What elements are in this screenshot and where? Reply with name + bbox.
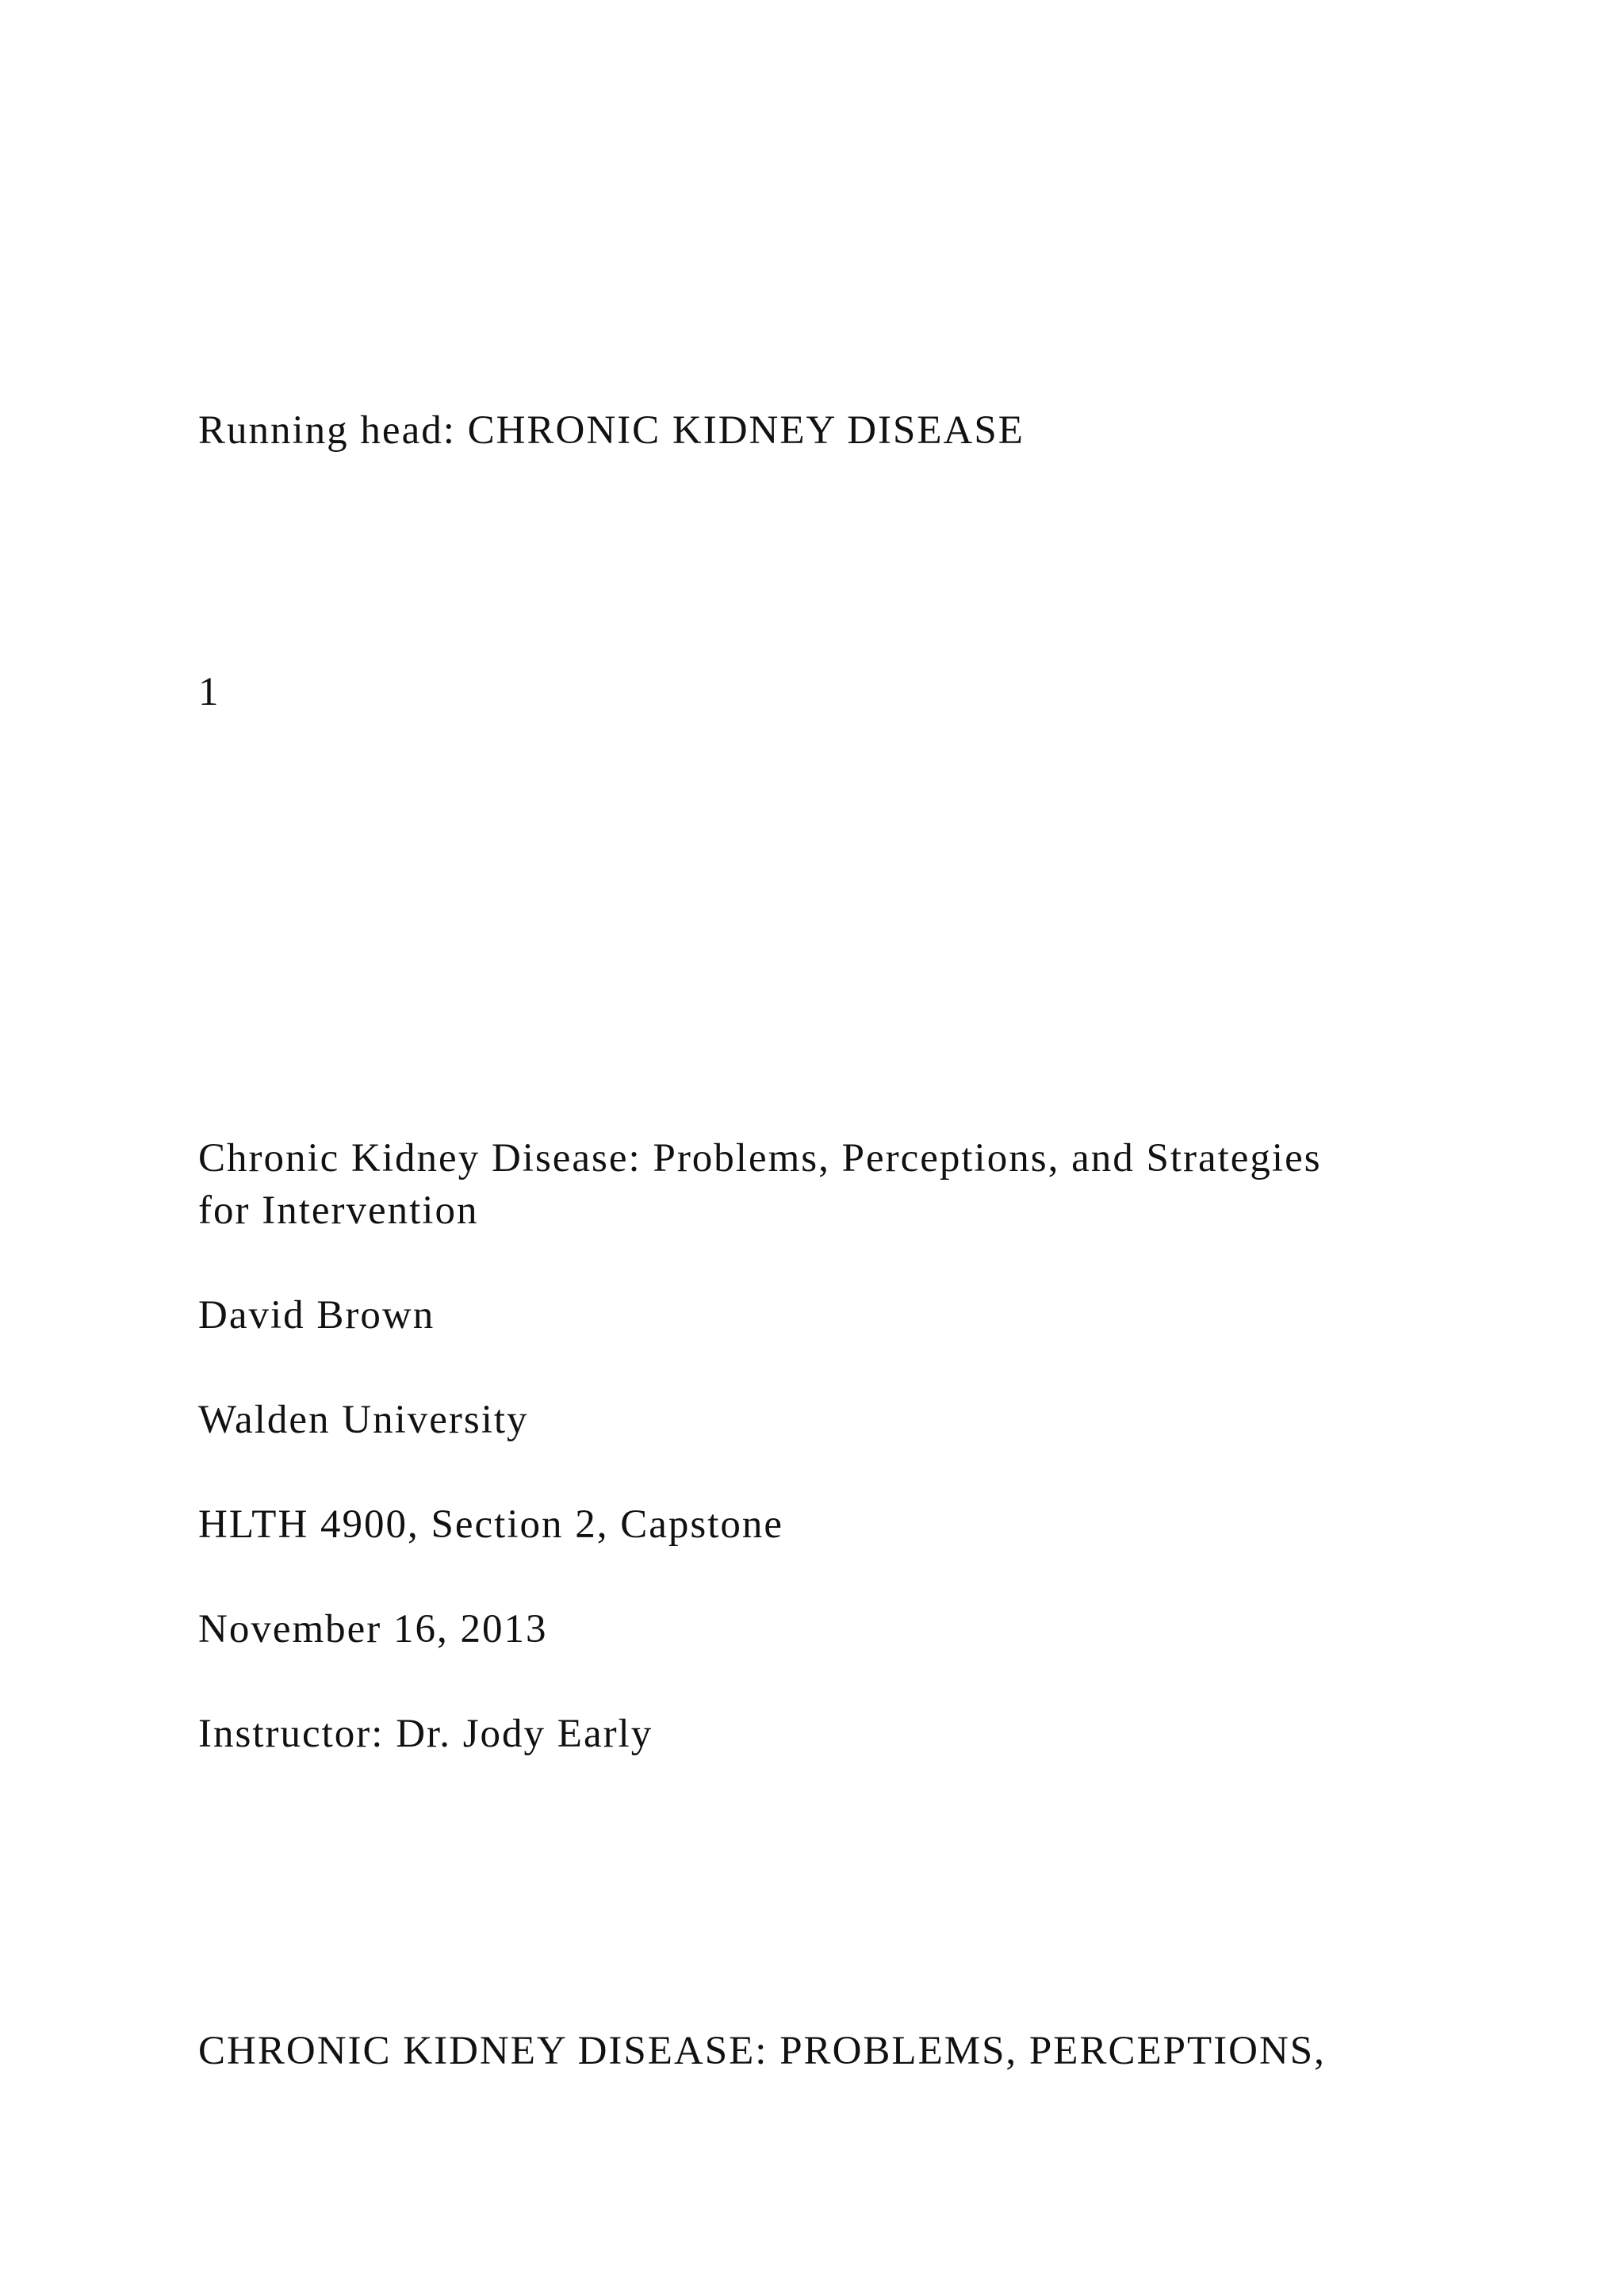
section-heading: CHRONIC KIDNEY DISEASE: PROBLEMS, PERCEPTIONS, [198,2029,1326,2073]
institution-name: Walden University [198,1398,529,1442]
course-info: HLTH 4900, Section 2, Capstone [198,1502,784,1547]
author-name: David Brown [198,1293,435,1337]
instructor-name: Instructor: Dr. Jody Early [198,1712,653,1756]
running-head: Running head: CHRONIC KIDNEY DISEASE [198,408,1025,453]
paper-title-line-1: Chronic Kidney Disease: Problems, Perceptions, and Strategies [198,1136,1322,1181]
submission-date: November 16, 2013 [198,1607,548,1651]
paper-title-line-2: for Intervention [198,1188,479,1233]
page-number: 1 [198,670,220,714]
